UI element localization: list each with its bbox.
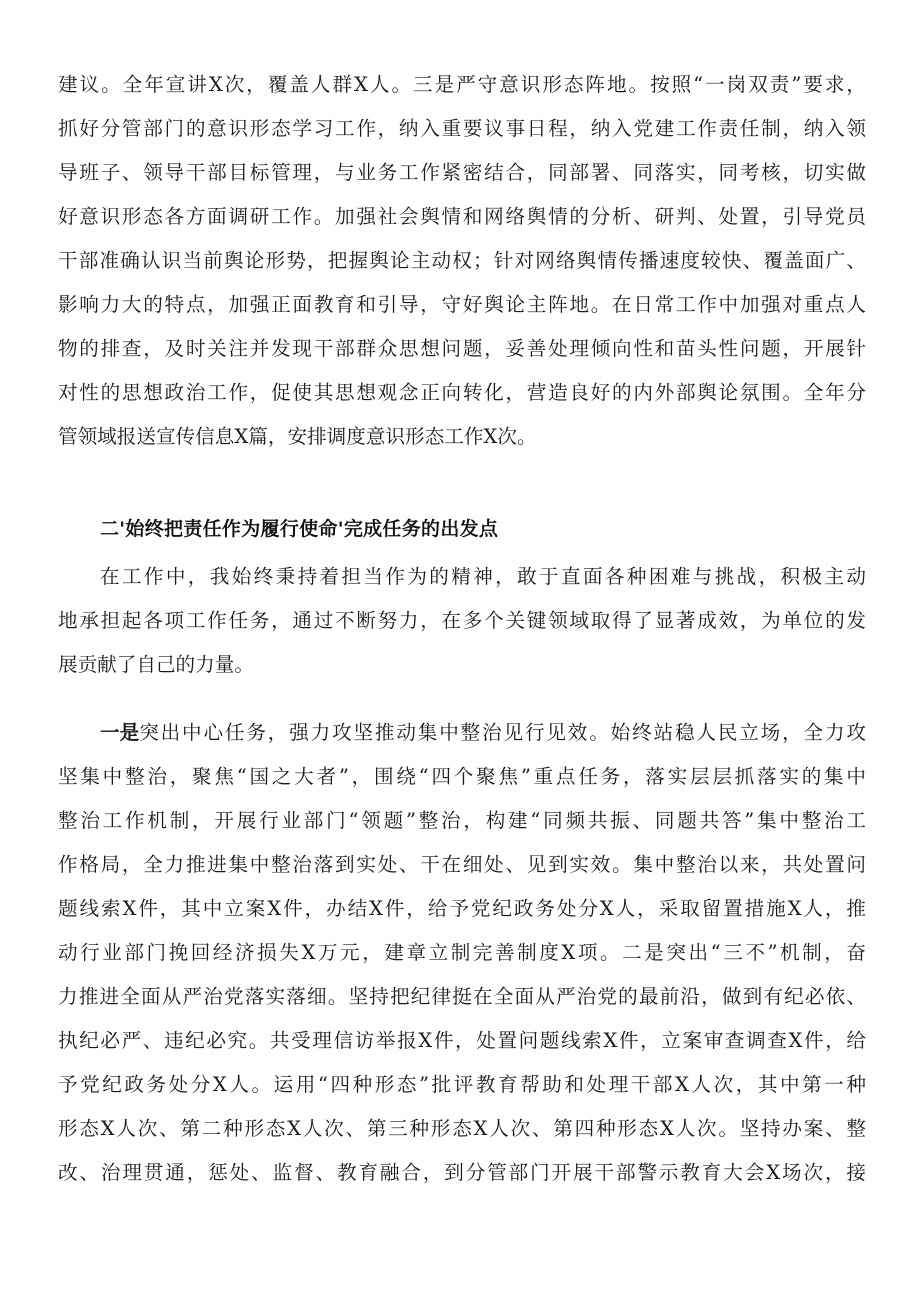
paragraph-line: 予党纪政务处分X人。运用“四种形态”批评教育帮助和处理干部X人次，其中第一种 xyxy=(58,1073,866,1096)
paragraph-line: 影响力大的特点，加强正面教育和引导，守好舆论主阵地。在日常工作中加强对重点人 xyxy=(58,293,866,316)
paragraph-first-line xyxy=(100,711,866,755)
paragraph-lead: 一是 xyxy=(100,721,140,744)
paragraph-line: 物的排查，及时关注并发现干部群众思想问题，妥善处理倾向性和苗头性问题，开展针 xyxy=(58,337,866,360)
paragraph-line: 抓好分管部门的意识形态学习工作，纳入重要议事日程，纳入党建工作责任制，纳入领 xyxy=(58,117,866,140)
paragraph-line: 突出中心任务，强力攻坚推动集中整治见行见效。始终站稳人民立场，全力攻 xyxy=(139,721,866,744)
paragraph-line: 展贡献了自己的力量。 xyxy=(58,653,254,676)
paragraph-line: 整治工作机制，开展行业部门“领题”整治，构建“同频共振、同题共答”集中整治工 xyxy=(58,809,866,832)
paragraph-line: 力推进全面从严治党落实落细。坚持把纪律挺在全面从严治党的最前沿，做到有纪必依、 xyxy=(58,985,866,1008)
paragraph-line: 形态X人次、第二种形态X人次、第三种形态X人次、第四种形态X人次。坚持办案、整 xyxy=(58,1117,866,1140)
section-heading: 二'始终把责任作为履行使命'完成任务的出发点 xyxy=(100,518,499,540)
paragraph-line: 作格局，全力推进集中整治落到实处、干在细处、见到实效。集中整治以来，共处置问 xyxy=(58,853,866,876)
paragraph-line: 执纪必严、违纪必究。共受理信访举报X件，处置问题线索X件，立案审查调查X件，给 xyxy=(58,1029,866,1052)
paragraph-line: 对性的思想政治工作，促使其思想观念正向转化，营造良好的内外部舆论氛围。全年分 xyxy=(58,381,866,404)
paragraph-line: 坚集中整治，聚焦“国之大者”，围绕“四个聚焦”重点任务，落实层层抓落实的集中 xyxy=(58,765,866,788)
paragraph-line: 导班子、领导干部目标管理，与业务工作紧密结合，同部署、同落实，同考核，切实做 xyxy=(58,161,866,184)
paragraph-line: 在工作中，我始终秉持着担当作为的精神，敢于直面各种困难与挑战，积极主动 xyxy=(100,565,866,588)
paragraph-line: 建议。全年宣讲X次，覆盖人群X人。三是严守意识形态阵地。按照“一岗双责”要求， xyxy=(58,73,866,96)
paragraph-line: 干部准确认识当前舆论形势，把握舆论主动权；针对网络舆情传播速度较快、覆盖面广、 xyxy=(58,249,866,272)
paragraph-line: 动行业部门挽回经济损失X万元，建章立制完善制度X项。二是突出“三不”机制，奋 xyxy=(58,941,866,964)
paragraph-line: 题线索X件，其中立案X件，办结X件，给予党纪政务处分X人，采取留置措施X人，推 xyxy=(58,897,866,920)
paragraph-line: 地承担起各项工作任务，通过不断努力，在多个关键领域取得了显著成效，为单位的发 xyxy=(58,609,866,632)
paragraph-line: 好意识形态各方面调研工作。加强社会舆情和网络舆情的分析、研判、处置，引导党员 xyxy=(58,205,866,228)
paragraph-line: 管领域报送宣传信息X篇，安排调度意识形态工作X次。 xyxy=(58,425,537,448)
paragraph-line: 改、治理贯通，惩处、监督、教育融合，到分管部门开展干部警示教育大会X场次，接 xyxy=(58,1161,866,1184)
